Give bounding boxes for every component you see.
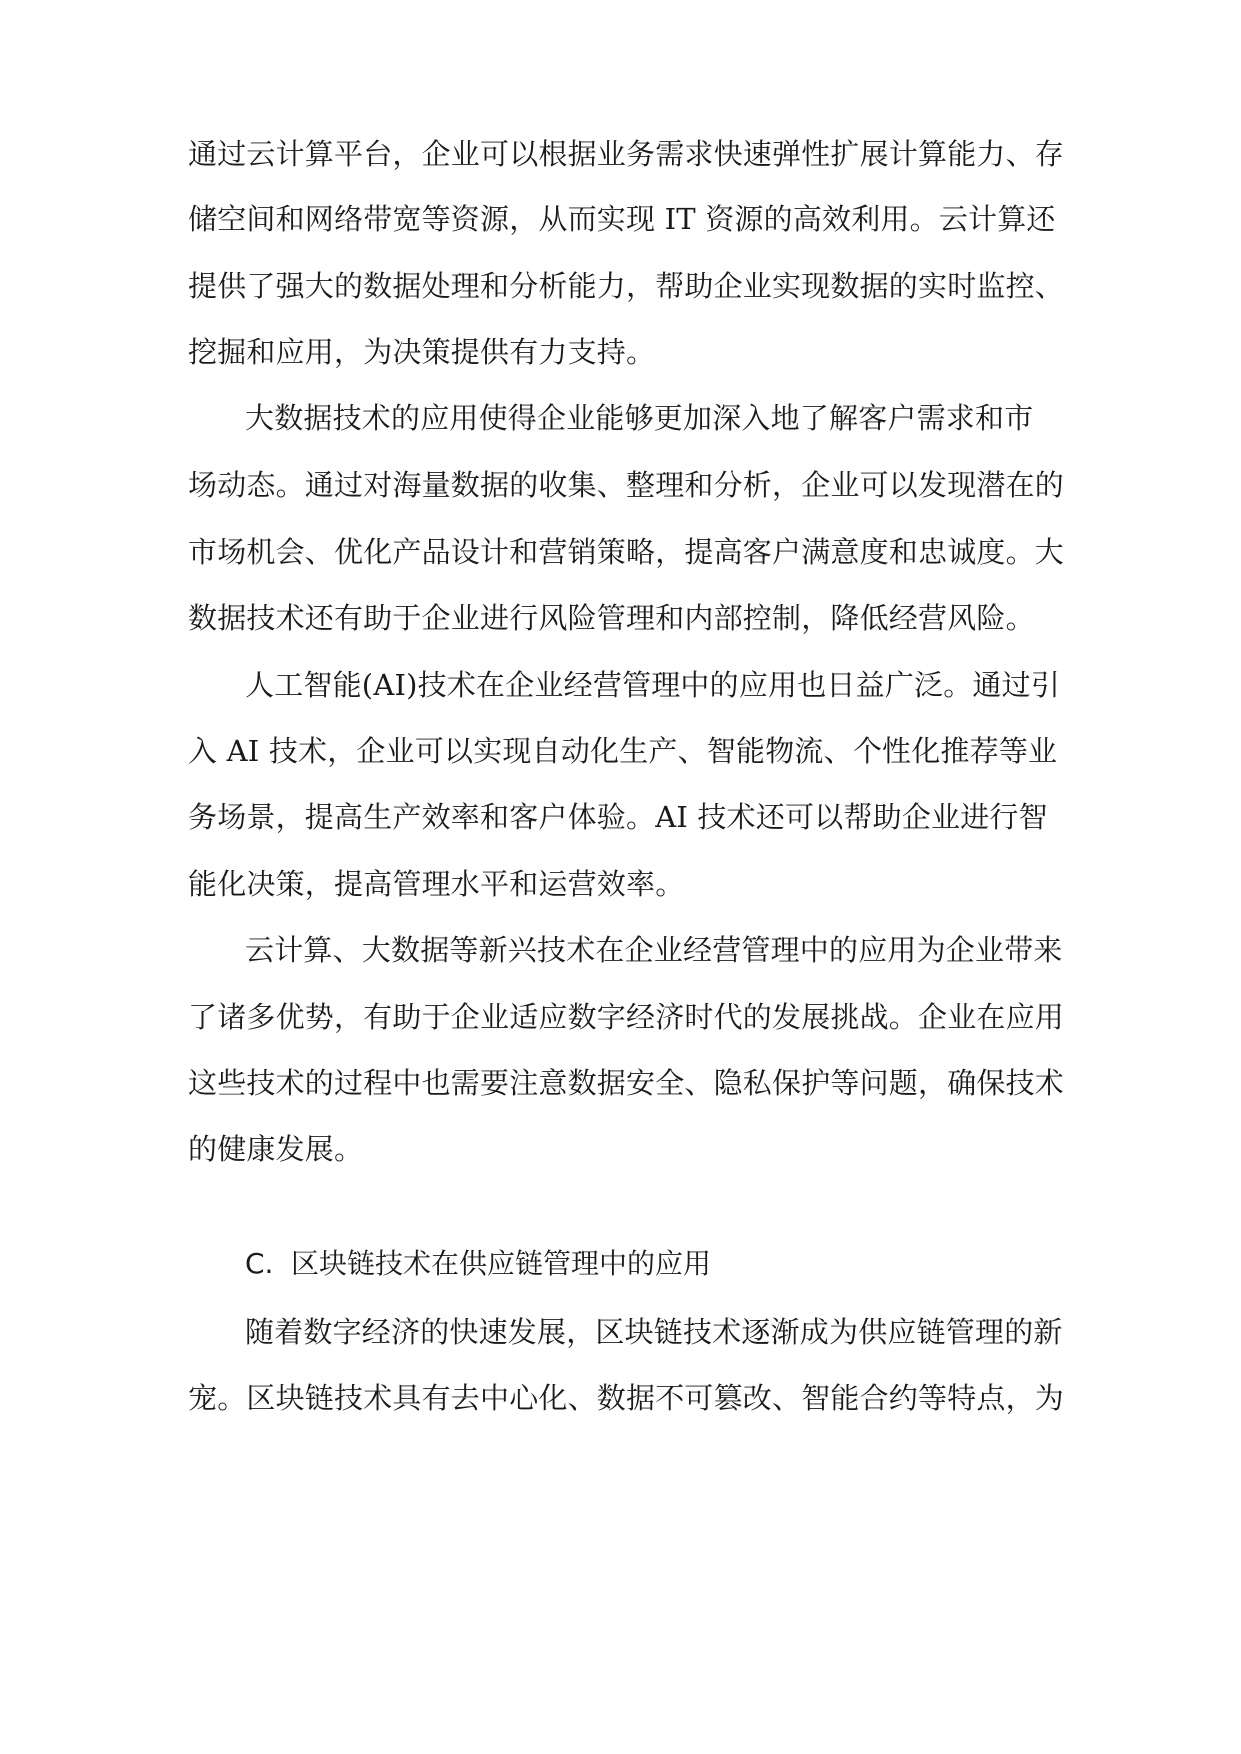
paragraph-4-line-3: 这些技术的过程中也需要注意数据安全、隐私保护等问题，确保技术 (188, 1066, 1065, 1100)
paragraph-1-line-2: 储空间和网络带宽等资源，从而实现 IT 资源的高效利用。云计算还 (188, 202, 1056, 236)
paragraph-3-line-2: 入 AI 技术，企业可以实现自动化生产、智能物流、个性化推荐等业 (188, 734, 1058, 768)
paragraph-4-line-2: 了诸多优势，有助于企业适应数字经济时代的发展挑战。企业在应用 (188, 1000, 1065, 1034)
paragraph-3-line-4: 能化决策，提高管理水平和运营效率。 (188, 867, 685, 901)
paragraph-1-line-4: 挖掘和应用，为决策提供有力支持。 (188, 335, 656, 369)
paragraph-5-line-1: 随着数字经济的快速发展，区块链技术逐渐成为供应链管理的新 (245, 1315, 1063, 1349)
paragraph-4-line-1: 云计算、大数据等新兴技术在企业经营管理中的应用为企业带来 (245, 933, 1063, 967)
paragraph-3-line-1: 人工智能(AI)技术在企业经营管理中的应用也日益广泛。通过引 (245, 668, 1061, 702)
paragraph-3-line-3: 务场景，提高生产效率和客户体验。AI 技术还可以帮助企业进行智 (188, 800, 1048, 834)
paragraph-4-line-4: 的健康发展。 (188, 1132, 364, 1166)
paragraph-2-line-2: 场动态。通过对海量数据的收集、整理和分析，企业可以发现潜在的 (188, 468, 1065, 502)
paragraph-2-line-3: 市场机会、优化产品设计和营销策略，提高客户满意度和忠诚度。大 (188, 535, 1065, 569)
paragraph-2-line-4: 数据技术还有助于企业进行风险管理和内部控制，降低经营风险。 (188, 601, 1035, 635)
paragraph-2-line-1: 大数据技术的应用使得企业能够更加深入地了解客户需求和市 (245, 401, 1034, 435)
paragraph-1-line-3: 提供了强大的数据处理和分析能力，帮助企业实现数据的实时监控、 (188, 269, 1065, 303)
section-heading-marker: C. (245, 1247, 274, 1280)
paragraph-1-line-1: 通过云计算平台，企业可以根据业务需求快速弹性扩展计算能力、存 (188, 137, 1065, 171)
section-heading-title: 区块链技术在供应链管理中的应用 (291, 1247, 712, 1280)
section-heading (245, 1244, 711, 1284)
paragraph-5-line-2: 宠。区块链技术具有去中心化、数据不可篡改、智能合约等特点，为 (188, 1381, 1065, 1415)
